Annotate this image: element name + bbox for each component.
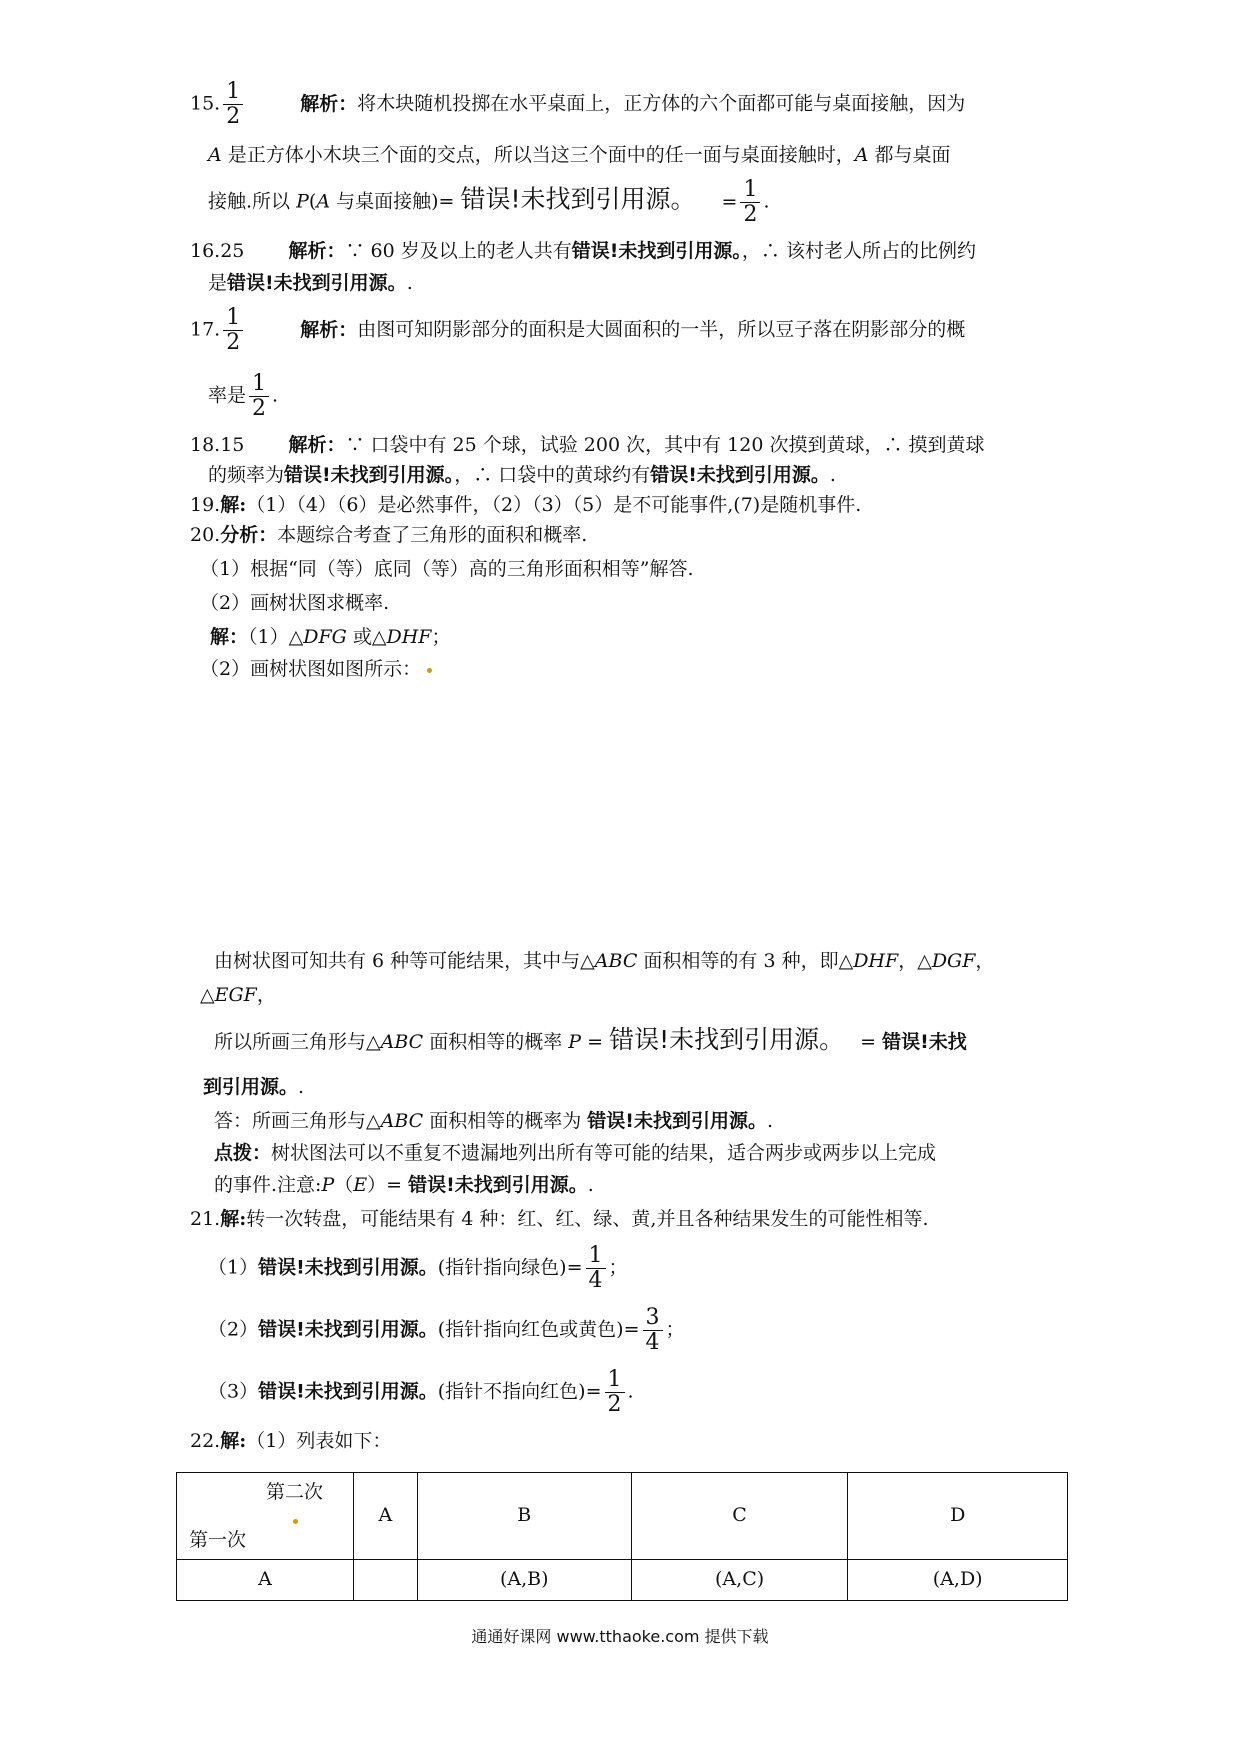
q18-line-1: 18.15 解析：∵ 口袋中有 25 个球，试验 200 次，其中有 120 次摸到黄球，∴ 摸到黄球	[190, 434, 985, 456]
q15-text-1: 将木块随机投掷在水平桌面上，正方体的六个面都可能与桌面接触，因为	[357, 92, 966, 115]
q18-line-2: 的频率为错误!未找到引用源。，∴ 口袋中的黄球约有错误!未找到引用源。.	[208, 464, 836, 486]
q16-line-1: 16.25 解析：∵ 60 岁及以上的老人共有错误!未找到引用源。，∴ 该村老人所占的比例约	[190, 240, 976, 262]
table-header-cell: B	[417, 1473, 631, 1560]
table-corner-cell: 第二次 第一次	[177, 1473, 354, 1560]
q21-fraction-3: $\frac{1}{2}$	[605, 1368, 625, 1417]
q20-analysis-2: （2）画树状图求概率.	[200, 592, 390, 614]
q17-result-fraction: $\frac{1}{2}$	[249, 372, 269, 421]
table-header-cell: D	[848, 1473, 1068, 1560]
q15-line-3: 接触.所以 P(A 与桌面接触)= 错误!未找到引用源。 = $\frac{1}{2}$ .	[208, 177, 770, 228]
q20-answer: 答：所画三角形与△ABC 面积相等的概率为 错误!未找到引用源。.	[214, 1110, 774, 1132]
error-reference: 错误!未找到引用源。	[609, 1025, 845, 1054]
error-reference: 错误!未找到引用源。	[227, 272, 407, 294]
table-cell: (A,D)	[848, 1560, 1068, 1601]
q15-result-fraction: $\frac{1}{2}$	[740, 178, 760, 227]
q20-tip-1: 点拨：树状图法可以不重复不遗漏地列出所有等可能的结果，适合两步或两步以上完成	[214, 1142, 937, 1164]
error-reference: 错误!未找到引用源。	[587, 1110, 767, 1132]
error-reference: 错误!未找到引用源。	[258, 1256, 438, 1279]
q21-line: 21.解:转一次转盘，可能结果有 4 种：红、红、绿、黄,并且各种结果发生的可能性相等.	[190, 1208, 929, 1230]
q22-line: 22.解:（1）列表如下：	[190, 1430, 392, 1452]
q20-solution-2: （2）画树状图如图所示：	[200, 656, 1060, 684]
stray-mark	[293, 1519, 298, 1524]
q17-line-2: 率是 $\frac{1}{2}$ .	[208, 371, 279, 422]
q21-fraction-1: $\frac{1}{4}$	[586, 1244, 606, 1293]
q17-line-1: 17. $\frac{1}{2}$ 解析：由图可知阴影部分的面积是大圆面积的一半，所以豆子落在阴影部分的概	[190, 305, 966, 356]
table-cell: (A,B)	[417, 1560, 631, 1601]
table-row	[177, 1560, 1068, 1601]
error-reference: 错误!未找到引用源。	[284, 464, 455, 486]
table-header-cell: A	[354, 1473, 418, 1560]
q20-analysis-1: （1）根据“同（等）底同（等）高的三角形面积相等”解答.	[200, 558, 694, 580]
table-header-row	[177, 1473, 1068, 1560]
table-cell: (A,C)	[631, 1560, 848, 1601]
stray-mark	[427, 668, 432, 673]
error-reference: 错误!未找到引用源。	[650, 464, 830, 486]
error-reference: 错误!未找到引用源。	[408, 1174, 588, 1196]
q15-line-1	[190, 80, 1060, 129]
error-reference: 错误!未找到引用源。	[571, 240, 742, 262]
q21-item-3: （3）错误!未找到引用源。(指针不指向红色)= $\frac{1}{2}$ .	[208, 1367, 634, 1418]
error-reference: 错误!未找到引用源。	[258, 1380, 438, 1403]
table-cell	[354, 1560, 418, 1601]
q19-line: 19.解:（1）（4）（6）是必然事件，（2）（3）（5）是不可能事件,(7)是随机事件.	[190, 494, 862, 516]
q16-line-2: 是错误!未找到引用源。.	[208, 272, 413, 294]
table-header-cell: C	[631, 1473, 848, 1560]
q20-tree-text-1: 由树状图可知共有 6 种等可能结果，其中与△ABC 面积相等的有 3 种，即△DHF，△DGF，	[214, 950, 995, 972]
q17-answer-fraction: $\frac{1}{2}$	[223, 306, 243, 355]
q20-tree-text-2: △EGF，	[200, 984, 276, 1006]
q15-answer-fraction: $\frac{1}{2}$	[223, 80, 243, 129]
q15-line-2: A 是正方体小木块三个面的交点，所以当这三个面中的任一面与桌面接触时，A 都与桌面	[208, 144, 951, 166]
q22-outcome-table	[176, 1472, 1068, 1601]
q21-item-1: （1）错误!未找到引用源。(指针指向绿色)= $\frac{1}{4}$ ；	[208, 1243, 628, 1294]
error-reference: 错误!未找到引用源。	[258, 1318, 438, 1341]
q20-tip-2: 的事件.注意:P（E）= 错误!未找到引用源。.	[214, 1174, 594, 1196]
q20-line-1: 20.分析：本题综合考查了三角形的面积和概率.	[190, 524, 588, 546]
table-row-label: A	[177, 1560, 354, 1601]
q20-probability-line-1: 所以所画三角形与△ABC 面积相等的概率 P = 错误!未找到引用源。 = 错误!未找	[214, 1025, 967, 1054]
error-reference: 错误!未找到引用源。	[460, 184, 696, 214]
q15-label: 解析：	[300, 92, 358, 115]
q21-fraction-2: $\frac{3}{4}$	[643, 1306, 663, 1355]
page-footer: 通通好课网 www.tthaoke.com 提供下载	[471, 1627, 769, 1646]
q20-solution-1: 解：（1）△DFG 或△DHF；	[210, 626, 451, 648]
q21-item-2: （2）错误!未找到引用源。(指针指向红色或黄色)= $\frac{3}{4}$ ；	[208, 1305, 685, 1356]
q15-number: 15.	[190, 92, 221, 115]
q20-probability-line-2: 到引用源。.	[203, 1076, 305, 1098]
